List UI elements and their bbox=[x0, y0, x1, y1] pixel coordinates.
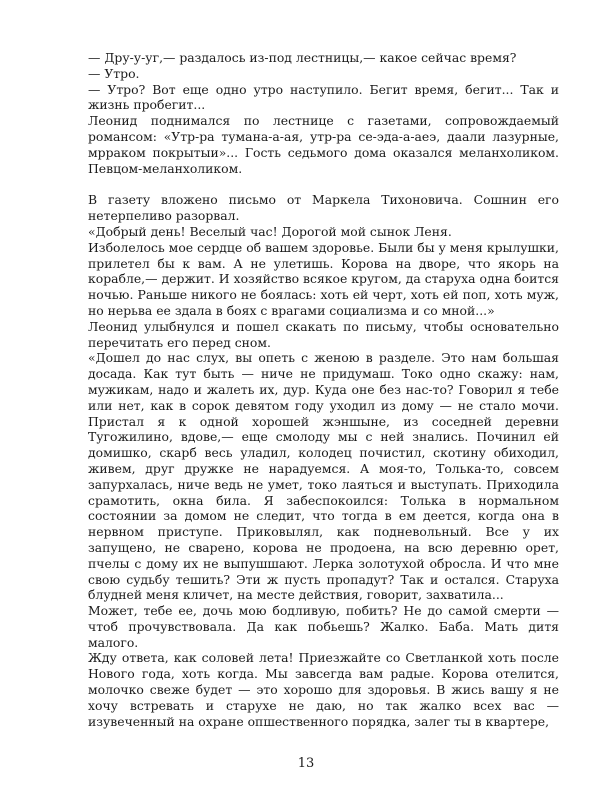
paragraph-letter-2: «Дошел до нас слух, вы опеть с женою в разделе. Это нам большая досада. Как тут быть — ниче не придумаш. Токо одно скажу: нам, мужикам, надо и жалеть их, дур. Куда оне без нас-то? Говорил я тебе или нет, как в сорок девятом году уходил из дому — не стало мочи. Пристал я к одной хорошей жэншыне, из соседней деревни Тугожилино, вдове,— еще смолоду мы с ней знались. Починил ей домишко, скарб весь уладил, колодец почистил, скотину обиходил, живем, друг дружке не нарадуемся. А моя-то, Толька-то, совсем запурхалась, ниче ведь не умет, токо лаяться и выступать. Приходила срамотить, окна била. Я забеспокоился: Толька в нормальном состоянии за домом не следит, что тогда в ем деется, когда она в нервном приступе. Приковылял, как подневольный. Все у их запущено, не сварено, корова не продоена, на всю деревню орет, пчелы с дому их не выпушшают. Лерка золотухой обросла. И что мне свою судьбу тешить? Эти ж пусть пропадут? Так и остался. Старуха блудней меня кличет, на месте действия, говорит, захватила... bbox=[88, 350, 559, 603]
paragraph-letter-3: Может, тебе ее, дочь мою бодливую, побить? Не до самой смерти — чтоб прочувствовала. Да как побьешь? Жалко. Баба. Мать дитя малого. bbox=[88, 603, 559, 650]
page-number: 13 bbox=[297, 756, 315, 771]
paragraph-letter-greeting: «Добрый день! Веселый час! Дорогой мой сынок Леня. bbox=[88, 223, 452, 239]
paragraph-letter-1: Изболелось мое сердце об вашем здоровье. Были бы у меня крылушки, прилетел бы к вам. А не улетишь. Корова на дворе, что якорь на корабле,— держит. И хозяйство всякое кругом, да старуха одна боится ночью. Раньше никого не боялась: хоть ей черт, хоть ей поп, хоть муж, но нерьва ее здала в боях с врагами социализма и со мной...» bbox=[88, 239, 559, 318]
section-break bbox=[88, 176, 559, 192]
paragraph-leonid-smiles: Леонид улыбнулся и пошел скакать по письму, чтобы основательно перечитать его перед сном. bbox=[88, 318, 559, 350]
paragraph-romance: Леонид поднимался по лестнице с газетами, сопровождаемый романсом: «Утр-ра тумана-а-ая, утр-ра се-эда-а-аеэ, даали лазурные, мрраком покрытыи»... Гость седьмого дома оказался меланхоликом. Певцом-меланхоликом. bbox=[88, 113, 559, 176]
paragraph-letter-intro: В газету вложено письмо от Маркела Тихоновича. Сошнин его нетерпеливо разорвал. bbox=[88, 192, 559, 224]
paragraph-dialogue-2: — Утро. bbox=[88, 65, 140, 81]
paragraph-dialogue-3: — Утро? Вот еще одно утро наступило. Бегит время, бегит... Так и жизнь пробегит... bbox=[88, 81, 559, 113]
body-text bbox=[88, 50, 559, 729]
paragraph-dialogue-1: — Дру-у-уг,— раздалось из-под лестницы,— какое сейчас время? bbox=[88, 50, 517, 65]
paragraph-letter-4: Жду ответа, как соловей лета! Приезжайте со Светланкой хоть после Нового года, хоть когда. Мы завсегда вам радые. Корова отелится, молочко свеже будет — это хорошо для здоровья. В жись вашу я не хочу встревать и старухе не даю, но так жалко всех вас — изувеченный на охране опшественного порядка, залег ты в квартере, bbox=[88, 650, 559, 729]
